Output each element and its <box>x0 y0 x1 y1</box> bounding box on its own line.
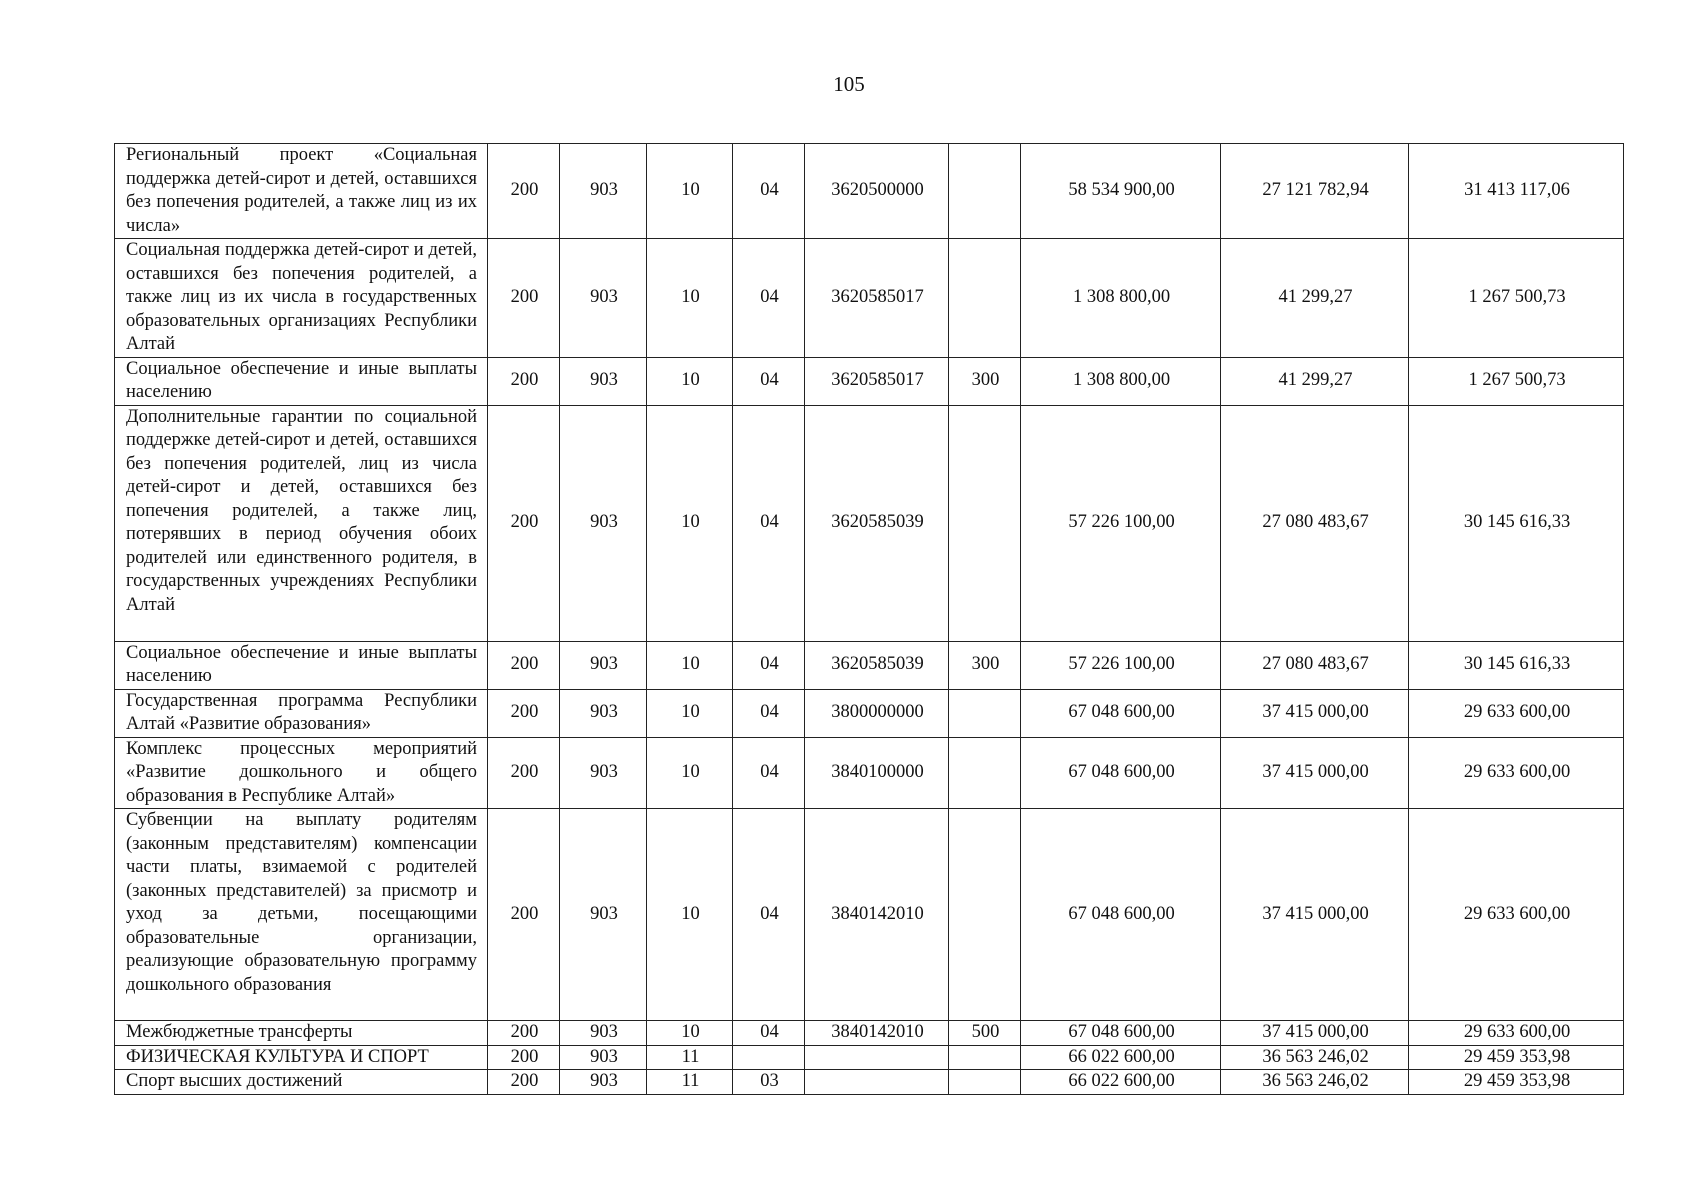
pr-cell: 04 <box>733 144 805 239</box>
vr-cell: 500 <box>949 1021 1021 1046</box>
csr-cell: 3620500000 <box>805 144 949 239</box>
budget-table <box>114 143 1624 1095</box>
table-row <box>115 809 1624 1021</box>
csr-cell: 3800000000 <box>805 689 949 737</box>
vr-cell: 300 <box>949 357 1021 405</box>
csr-cell <box>805 1070 949 1095</box>
ved-cell: 903 <box>560 1070 647 1095</box>
csr-cell <box>805 1045 949 1070</box>
sum3-cell: 29 633 600,00 <box>1409 737 1624 809</box>
pr-cell: 04 <box>733 809 805 1021</box>
sum3-cell: 30 145 616,33 <box>1409 641 1624 689</box>
row-name: Социальное обеспечение и иные выплаты населению <box>115 357 488 405</box>
ved-cell: 903 <box>560 737 647 809</box>
rz-cell: 10 <box>647 641 733 689</box>
grbs-cell: 200 <box>488 641 560 689</box>
rz-cell: 10 <box>647 689 733 737</box>
vr-cell <box>949 737 1021 809</box>
pr-cell: 04 <box>733 737 805 809</box>
ved-cell: 903 <box>560 1021 647 1046</box>
row-name: ФИЗИЧЕСКАЯ КУЛЬТУРА И СПОРТ <box>115 1045 488 1070</box>
grbs-cell: 200 <box>488 737 560 809</box>
csr-cell: 3620585017 <box>805 239 949 358</box>
sum2-cell: 37 415 000,00 <box>1221 689 1409 737</box>
vr-cell: 300 <box>949 641 1021 689</box>
table-row <box>115 239 1624 358</box>
vr-cell <box>949 809 1021 1021</box>
sum2-cell: 36 563 246,02 <box>1221 1070 1409 1095</box>
csr-cell: 3620585039 <box>805 405 949 641</box>
vr-cell <box>949 144 1021 239</box>
sum2-cell: 27 121 782,94 <box>1221 144 1409 239</box>
sum2-cell: 27 080 483,67 <box>1221 641 1409 689</box>
sum1-cell: 67 048 600,00 <box>1021 689 1221 737</box>
pr-cell: 04 <box>733 1021 805 1046</box>
rz-cell: 10 <box>647 405 733 641</box>
ved-cell: 903 <box>560 405 647 641</box>
vr-cell <box>949 405 1021 641</box>
sum1-cell: 57 226 100,00 <box>1021 641 1221 689</box>
sum1-cell: 67 048 600,00 <box>1021 737 1221 809</box>
vr-cell <box>949 689 1021 737</box>
pr-cell: 03 <box>733 1070 805 1095</box>
row-name: Субвенции на выплату родителям (законным представителям) компенсации части платы, взимаемой с родителей (законных представителей) за присмотр и уход за детьми, посещающими образовательные организации, реализующие образовательную программу дошкольного образования <box>115 809 488 1021</box>
csr-cell: 3620585039 <box>805 641 949 689</box>
sum3-cell: 1 267 500,73 <box>1409 239 1624 358</box>
table-row <box>115 641 1624 689</box>
rz-cell: 10 <box>647 1021 733 1046</box>
row-name: Социальное обеспечение и иные выплаты населению <box>115 641 488 689</box>
table-row <box>115 689 1624 737</box>
ved-cell: 903 <box>560 357 647 405</box>
grbs-cell: 200 <box>488 144 560 239</box>
table-row <box>115 1070 1624 1095</box>
sum3-cell: 29 633 600,00 <box>1409 809 1624 1021</box>
rz-cell: 10 <box>647 357 733 405</box>
pr-cell <box>733 1045 805 1070</box>
grbs-cell: 200 <box>488 1070 560 1095</box>
ved-cell: 903 <box>560 809 647 1021</box>
sum3-cell: 29 633 600,00 <box>1409 1021 1624 1046</box>
table-row <box>115 1021 1624 1046</box>
csr-cell: 3840142010 <box>805 809 949 1021</box>
row-name: Государственная программа Республики Алтай «Развитие образования» <box>115 689 488 737</box>
vr-cell <box>949 1070 1021 1095</box>
table-row <box>115 1045 1624 1070</box>
ved-cell: 903 <box>560 144 647 239</box>
ved-cell: 903 <box>560 239 647 358</box>
grbs-cell: 200 <box>488 405 560 641</box>
sum1-cell: 66 022 600,00 <box>1021 1045 1221 1070</box>
sum3-cell: 1 267 500,73 <box>1409 357 1624 405</box>
row-name: Комплекс процессных мероприятий «Развитие дошкольного и общего образования в Республике Алтай» <box>115 737 488 809</box>
ved-cell: 903 <box>560 689 647 737</box>
sum1-cell: 58 534 900,00 <box>1021 144 1221 239</box>
sum3-cell: 29 459 353,98 <box>1409 1070 1624 1095</box>
grbs-cell: 200 <box>488 239 560 358</box>
sum1-cell: 67 048 600,00 <box>1021 809 1221 1021</box>
sum2-cell: 37 415 000,00 <box>1221 737 1409 809</box>
table-row <box>115 737 1624 809</box>
sum2-cell: 36 563 246,02 <box>1221 1045 1409 1070</box>
sum3-cell: 31 413 117,06 <box>1409 144 1624 239</box>
ved-cell: 903 <box>560 1045 647 1070</box>
vr-cell <box>949 1045 1021 1070</box>
sum3-cell: 30 145 616,33 <box>1409 405 1624 641</box>
grbs-cell: 200 <box>488 809 560 1021</box>
pr-cell: 04 <box>733 641 805 689</box>
table-row <box>115 144 1624 239</box>
rz-cell: 10 <box>647 737 733 809</box>
sum1-cell: 1 308 800,00 <box>1021 357 1221 405</box>
row-name: Региональный проект «Социальная поддержка детей-сирот и детей, оставшихся без попечения родителей, а также лиц из их числа» <box>115 144 488 239</box>
sum3-cell: 29 633 600,00 <box>1409 689 1624 737</box>
sum2-cell: 41 299,27 <box>1221 239 1409 358</box>
grbs-cell: 200 <box>488 689 560 737</box>
csr-cell: 3840100000 <box>805 737 949 809</box>
pr-cell: 04 <box>733 689 805 737</box>
rz-cell: 10 <box>647 809 733 1021</box>
grbs-cell: 200 <box>488 1045 560 1070</box>
pr-cell: 04 <box>733 239 805 358</box>
sum1-cell: 66 022 600,00 <box>1021 1070 1221 1095</box>
sum1-cell: 1 308 800,00 <box>1021 239 1221 358</box>
ved-cell: 903 <box>560 641 647 689</box>
sum2-cell: 41 299,27 <box>1221 357 1409 405</box>
table-row <box>115 357 1624 405</box>
row-name: Межбюджетные трансферты <box>115 1021 488 1046</box>
page-number: 105 <box>833 72 865 96</box>
vr-cell <box>949 239 1021 358</box>
sum1-cell: 57 226 100,00 <box>1021 405 1221 641</box>
grbs-cell: 200 <box>488 357 560 405</box>
csr-cell: 3840142010 <box>805 1021 949 1046</box>
pr-cell: 04 <box>733 405 805 641</box>
grbs-cell: 200 <box>488 1021 560 1046</box>
row-name: Спорт высших достижений <box>115 1070 488 1095</box>
sum2-cell: 37 415 000,00 <box>1221 1021 1409 1046</box>
rz-cell: 11 <box>647 1070 733 1095</box>
row-name: Социальная поддержка детей-сирот и детей, оставшихся без попечения родителей, а также лиц из их числа в государственных образовательных организациях Республики Алтай <box>115 239 488 358</box>
sum1-cell: 67 048 600,00 <box>1021 1021 1221 1046</box>
rz-cell: 11 <box>647 1045 733 1070</box>
sum2-cell: 27 080 483,67 <box>1221 405 1409 641</box>
rz-cell: 10 <box>647 239 733 358</box>
csr-cell: 3620585017 <box>805 357 949 405</box>
row-name: Дополнительные гарантии по социальной поддержке детей-сирот и детей, оставшихся без попечения родителей, лиц из числа детей-сирот и детей, оставшихся без попечения родителей, а также лиц, потерявших в период обучения обоих родителей или единственного родителя, в государственных учреждениях Республики Алтай <box>115 405 488 641</box>
sum3-cell: 29 459 353,98 <box>1409 1045 1624 1070</box>
sum2-cell: 37 415 000,00 <box>1221 809 1409 1021</box>
table-row <box>115 405 1624 641</box>
rz-cell: 10 <box>647 144 733 239</box>
pr-cell: 04 <box>733 357 805 405</box>
